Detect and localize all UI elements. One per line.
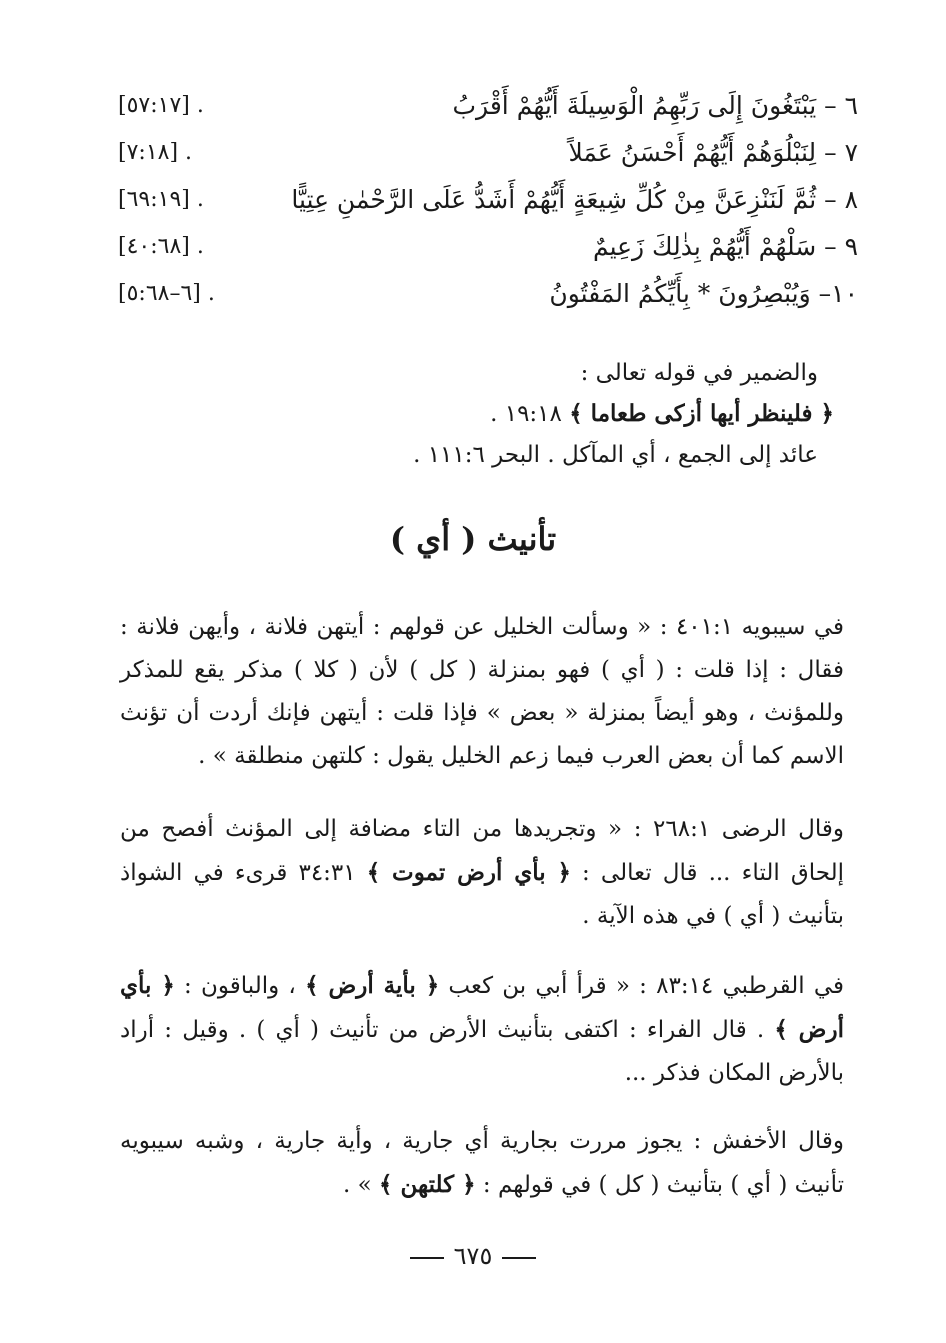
- verse-list: [118, 82, 858, 317]
- paragraph-text: . قال الفراء : اكتفى بتأنيث الأرض من تأنيث ( أي ) . وقيل : أراد بالأرض المكان فذكر ...: [120, 1017, 844, 1086]
- quran-quote: ﴿ بأية أرض ﴾: [305, 972, 440, 999]
- paragraph: [120, 1120, 844, 1207]
- verse-reference: . [٧:١٨]: [118, 140, 193, 165]
- paragraph: [120, 808, 844, 938]
- section-heading: تأنيث ( أي ): [389, 520, 557, 558]
- paragraph: [120, 964, 844, 1095]
- verse-row: [118, 223, 858, 270]
- dash-decoration: [410, 1257, 444, 1259]
- paragraph-text: ، والباقون :: [174, 973, 306, 999]
- quote-reference: ١٩:١٨ .: [490, 401, 570, 427]
- quran-quote: ﴿ فلينظر أيها أزكى طعاما ﴾: [569, 400, 834, 427]
- verse-reference: . [٦٩:١٩]: [118, 187, 204, 212]
- dash-decoration: [502, 1257, 536, 1259]
- verse-text: ٦ – يَبْتَغُونَ إِلَى رَبِّهِمُ الْوَسِيلَةَ أَيُّهُمْ أَقْرَبُ: [452, 91, 858, 120]
- intro-text: عائد إلى الجمع ، أي المآكل . البحر ١١١:٦ .: [413, 442, 818, 468]
- quran-quote: ﴿ بأي أرض تموت ﴾: [366, 859, 571, 886]
- page-number: ٦٧٥: [453, 1242, 493, 1270]
- paragraph-text: ٣٤:٣١ قرىء في الشواذ بتأنيث ( أي ) في هذه الآية .: [120, 860, 844, 929]
- verse-row: [118, 82, 858, 129]
- quran-quote: ﴿ بأي أرض ﴾: [120, 972, 844, 1043]
- verse-row: [118, 176, 858, 223]
- paragraph-text: في القرطبي ٨٣:١٤ : « قرأ أبي بن كعب: [439, 973, 845, 999]
- page-number-footer: [0, 1236, 946, 1276]
- verse-row: [118, 270, 858, 317]
- verse-text: ١٠– وَيُبْصِرُونَ * بِأَيِّكُمُ المَفْتُونُ: [549, 279, 858, 308]
- verse-text: ٧ – لِنَبْلُوَهُمْ أَيُّهُمْ أَحْسَنُ عَمَلاً: [568, 138, 858, 167]
- verse-reference: . [٦–٥:٦٨]: [118, 281, 215, 306]
- paragraph: [120, 606, 844, 778]
- intro-line: [581, 352, 818, 395]
- intro-text: والضمير في قوله تعالى :: [580, 360, 818, 386]
- paragraph-text: » .: [342, 1172, 379, 1198]
- verse-row: [118, 129, 858, 176]
- paragraph-text: وقال الرضى ٢٦٨:١ : « وتجريدها من التاء مضافة إلى المؤنث أفصح من إلحاق التاء ... قال تعالى :: [120, 816, 844, 886]
- intro-quote-line: [490, 392, 834, 436]
- paragraph-text: في سيبويه ٤٠١:١ : « وسألت الخليل عن قولهم : أيتهن فلانة ، وأيهن فلانة : فقال : إذا قلت : ( أي ) فهو بمنزلة ( كل ) لأن ( كلا ) مذكر يقع للمذكر وللمؤنث ، وهو أيضاً بمنزلة « بعض » فإذا قلت : أيتهن فإنك أردت أن تؤنث الاسم كما أن بعض العرب فيما زعم الخليل يقول : كلتهن منطلقة » .: [120, 614, 844, 769]
- verse-reference: . [٥٧:١٧]: [118, 93, 204, 118]
- verse-reference: . [٤٠:٦٨]: [118, 234, 204, 259]
- verse-text: ٨ – ثُمَّ لَنَنْزِعَنَّ مِنْ كُلِّ شِيعَةٍ أَيُّهُمْ أَشَدُّ عَلَى الرَّحْمٰنِ عِتِيًّا: [291, 185, 858, 214]
- paragraph-text: وقال الأخفش : يجوز مررت بجارية أي جارية ، وأية جارية ، وشبه سيبويه تأنيث ( أي ) بتأنيث ( كل ) في قولهم :: [120, 1128, 844, 1198]
- quran-quote: ﴿ كلتهن ﴾: [379, 1171, 476, 1198]
- verse-text: ٩ – سَلْهُمْ أَيُّهُمْ بِذٰلِكَ زَعِيمٌ: [592, 232, 858, 261]
- intro-line: [413, 434, 818, 477]
